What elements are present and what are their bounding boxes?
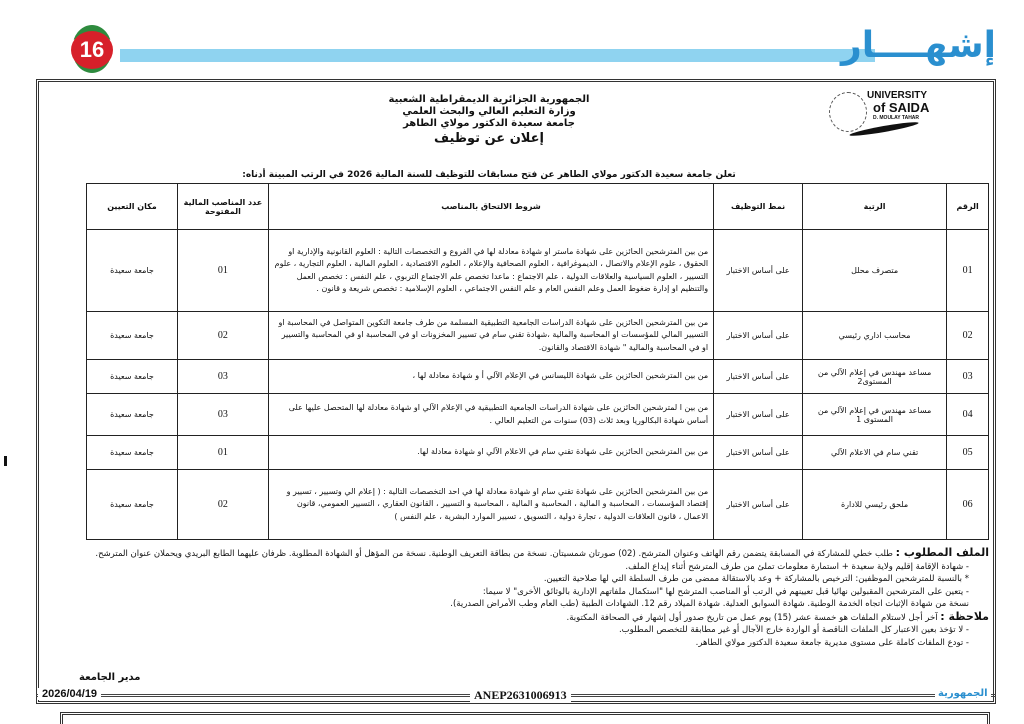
header-rank: الرتبة <box>802 184 946 230</box>
row-conditions: من بين ا لمترشحين الحائزين على شهادة الدراسات الجامعية التطبيقية في الإعلام الآلي او شهادة معادلة لها المتحصل عليها على أساس شهادة البكالوريا وبعد ثلاث (03) سنوات من التعليم العالي . <box>268 394 713 436</box>
requirement-item: - يتعين على المترشحين المقبولين نهائيا قبل تعيينهم في الرتب أو المناصب المترشح لها "استكمال ملفاتهم الإدارية بالوثائق الأخرى" لا سيما: <box>482 586 969 597</box>
row-place: جامعة سعيدة <box>87 436 178 470</box>
table-row <box>87 230 989 312</box>
row-mode: على أساس الاختبار <box>714 312 803 360</box>
row-rank: محاسب اداري رئيسي <box>802 312 946 360</box>
requirement-item: - شهادة الإقامة إقليم ولاية سعيدة + استمارة معلومات تملئ من طرف المترشح أثناء إيداع الملف. <box>625 561 969 572</box>
logo-emblem-icon <box>829 92 867 132</box>
table-row <box>87 394 989 436</box>
row-count: 01 <box>177 230 268 312</box>
row-rank: ملحق رئيسي للادارة <box>802 470 946 540</box>
header-bar <box>120 49 875 62</box>
requirements-label: الملف المطلوب : <box>895 546 989 559</box>
row-conditions: من بين المترشحين الحائزين على شهادة ماستر او شهادة معادلة لها في الفروع و التخصصات التالية : العلوم القانونية والإدارية او الحقوق ، علوم الإعلام والاتصال ، الديموغرافية ، العلوم الصحافية والإعلام ، العلوم الاقتصادية ، العلوم المالية ، العلوم التجارية ، علوم التسيير ، العلوم السياسية والعلاقات الدولية ، علم الاجتماع : ماعدا تخصص علم الاجتماع التربوي ، علم النفس : تخصص العمل والتنظيم او إدارة ضغوط العمل وعلم النفس العام و علم النفس الاجتماعي ، العلوم الإسلامية : تخصص شريعة و قانون . <box>268 230 713 312</box>
row-count: 03 <box>177 360 268 394</box>
row-mode: على أساس الاختبار <box>714 360 803 394</box>
row-num: 06 <box>947 470 989 540</box>
next-advertisement-frame <box>60 712 990 724</box>
ministry-name: وزارة التعليم العالي والبحث العلمي <box>402 106 576 117</box>
row-place: جامعة سعيدة <box>87 312 178 360</box>
row-num: 02 <box>947 312 989 360</box>
row-mode: على أساس الاختبار <box>714 470 803 540</box>
logo-line3: D. MOULAY TAHAR <box>873 115 920 121</box>
row-conditions: من بين المترشحين الحائزين على شهادة الدراسات الجامعية التطبيقية المسلمة من طرف جامعة التكوين المتواصل في المحاسبة او التسيير المالي للمؤسسات او المحاسبة والمالية ،شهادة تقني سام في تسيير المخزونات او في المحاسبة او في المحاسبة والتسيير او في المحاسبة والمالية " شهادة الاقتصاد والقانون. <box>268 312 713 360</box>
newspaper-brand: الجمهورية <box>935 688 991 699</box>
government-header <box>239 94 739 147</box>
anep-code: ANEP2631006913 <box>470 688 571 703</box>
table-row <box>87 312 989 360</box>
row-num: 04 <box>947 394 989 436</box>
row-conditions: من بين المترشحين الحائزين على شهادة تقني سام او شهادة معادلة لها في احد التخصصات التالية : ( إعلام الي وتسيير ، تسيير و إقتصاد المؤسسات ، المحاسبة و المالية ، المحاسبة و المالية ، المحاسبة و التسيير ، القانون العقاري ، التسيير العمومي، قانون الاعمال ، قانون العلاقات الدولية ، تجارة دولية ، التسويق ، تسيير الموارد البشرية ، علم النفس ) <box>268 470 713 540</box>
table-row <box>87 360 989 394</box>
row-num: 01 <box>947 230 989 312</box>
row-conditions: من بين المترشحين الحائزين على شهادة تقني سام في الاعلام الآلي او شهادة معادلة لها. <box>268 436 713 470</box>
signature: مدير الجامعة <box>79 672 141 683</box>
university-logo <box>829 88 959 143</box>
header-num: الرقم <box>947 184 989 230</box>
requirements-section <box>89 547 989 649</box>
republic-name: الجمهورية الجزائرية الديمقراطية الشعبية <box>388 94 590 105</box>
row-place: جامعة سعيدة <box>87 230 178 312</box>
row-rank: مساعد مهندس في إعلام الآلي من المستوى 1 <box>802 394 946 436</box>
notes-main <box>89 611 989 625</box>
announcement-intro: تعلن جامعة سعيدة الدكتور مولاي الطاهر عن فتح مسابقات للتوظيف للسنة المالية 2026 في الرتب المبينة أدناه: <box>242 170 736 180</box>
row-mode: على أساس الاختبار <box>714 436 803 470</box>
advertisement <box>36 79 996 704</box>
row-rank: تقني سام في الاعلام الآلي <box>802 436 946 470</box>
section-title: إشهــــار <box>841 25 996 66</box>
note-item: - تودع الملفات كاملة على مستوى مديرية جامعة سعيدة الدكتور مولاي الطاهر. <box>695 637 969 648</box>
logo-line2: of SAIDA <box>873 100 930 115</box>
header-mode: نمط التوظيف <box>714 184 803 230</box>
publication-date: 2026/04/19 <box>38 688 101 700</box>
row-place: جامعة سعيدة <box>87 394 178 436</box>
row-mode: على أساس الاختبار <box>714 230 803 312</box>
row-count: 02 <box>177 312 268 360</box>
row-count: 01 <box>177 436 268 470</box>
logo-line1: UNIVERSITY <box>867 90 928 101</box>
header-place: مكان التعيين <box>87 184 178 230</box>
row-count: 02 <box>177 470 268 540</box>
row-place: جامعة سعيدة <box>87 470 178 540</box>
table-row <box>87 470 989 540</box>
table-row <box>87 436 989 470</box>
university-name: جامعة سعيدة الدكتور مولاي الطاهر <box>403 118 575 129</box>
row-rank: متصرف محلل <box>802 230 946 312</box>
notes-text: آخر أجل لاستلام الملفات هو خمسة عشر (15) يوم عمل من تاريخ صدور أول إشهار في الصحافة المكتوبة. <box>566 612 938 623</box>
header-conditions: شروط الالتحاق بالمناصب <box>268 184 713 230</box>
requirements-text: طلب خطي للمشاركة في المسابقة يتضمن رقم الهاتف وعنوان المترشح. (02) صورتان شمسيتان. نسخة من بطاقة التعريف الوطنية. نسخة من المؤهل أو الشهادة المطلوبة. ظرفان عليهما الطابع البريدي ويحملان عنوان المترشح. <box>95 549 893 559</box>
row-count: 03 <box>177 394 268 436</box>
page-number-badge <box>70 25 114 75</box>
note-item: - لا تؤخذ بعين الاعتبار كل الملفات الناقصة أو الواردة خارج الآجال أو غير مطابقة للتخصص المطلوب. <box>618 625 969 635</box>
row-num: 05 <box>947 436 989 470</box>
requirement-item: * بالنسبة للمترشحين الموظفين: الترخيص بالمشاركة + وعد بالاستقالة ممضى من طرف السلطة التي لها صلاحية التعيين. <box>543 574 969 584</box>
announcement-title: إعلان عن توظيف <box>434 131 544 146</box>
row-mode: على أساس الاختبار <box>714 394 803 436</box>
table-header-row <box>87 184 989 230</box>
notes-label: ملاحظة : <box>940 609 989 623</box>
row-place: جامعة سعيدة <box>87 360 178 394</box>
row-rank: مساعد مهندس في إعلام الآلي من المستوى2 <box>802 360 946 394</box>
page-number: 16 <box>71 31 113 69</box>
header-count: عدد المناصب المالية المفتوحة <box>177 184 268 230</box>
row-num: 03 <box>947 360 989 394</box>
requirements-main <box>89 547 989 561</box>
edge-mark <box>4 456 7 466</box>
positions-table <box>86 183 989 540</box>
row-conditions: من بين المترشحين الحائزين على شهادة الليسانس في الإعلام الآلي أ و شهادة معادلة لها ، <box>268 360 713 394</box>
requirement-item: نسخة من شهادة الإثبات اتجاه الخدمة الوطنية. شهادة السوابق العدلية. شهادة الميلاد رقم 12. الشهادات الطبية (طب العام وطب الأمراض الصدرية). <box>450 599 969 609</box>
page-header <box>0 0 1024 80</box>
